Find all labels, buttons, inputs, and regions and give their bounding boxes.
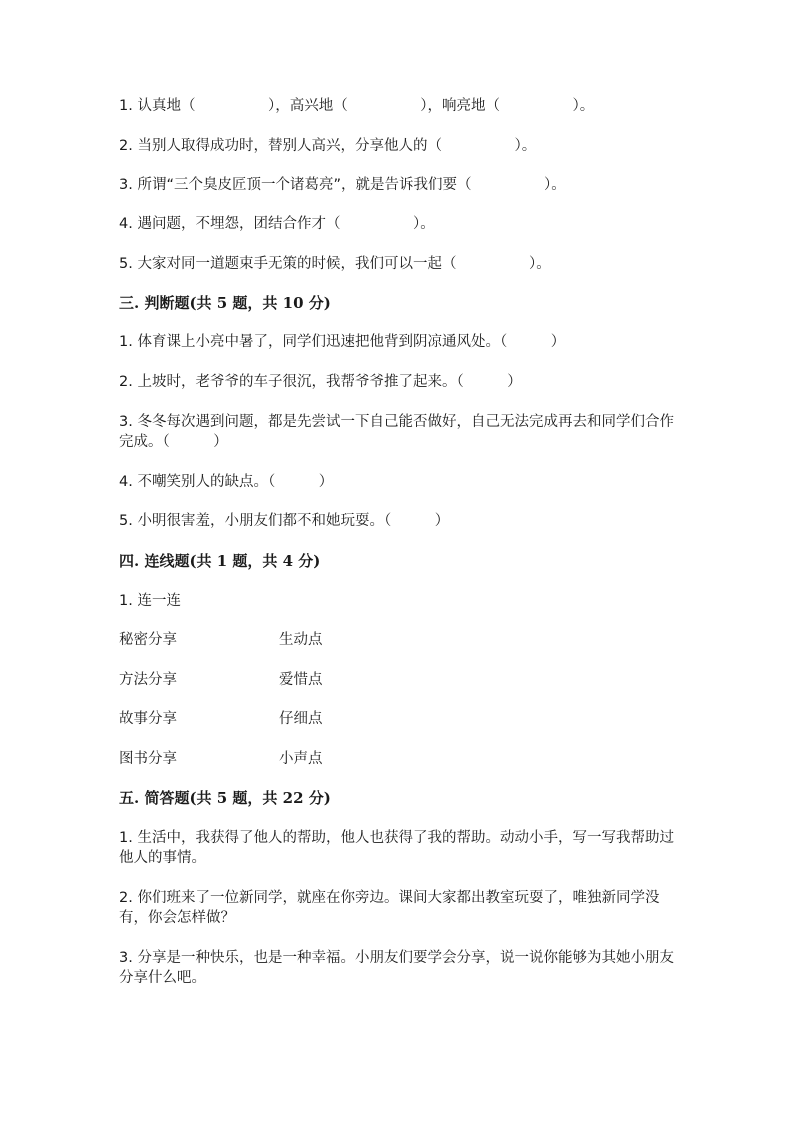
short-answer-question: 2. 你们班来了一位新同学，就座在你旁边。课间大家都出教室玩耍了，唯独新同学没有，你会怎样做？ <box>119 890 660 926</box>
section-title-judgment: 三. 判断题(共 5 题，共 10 分) <box>119 294 331 312</box>
matching-left-item: 秘密分享 <box>119 632 177 648</box>
matching-question: 1. 连一连 <box>119 593 181 609</box>
matching-left-item: 故事分享 <box>119 711 177 727</box>
short-answer-question: 1. 生活中，我获得了他人的帮助，他人也获得了我的帮助。动动小手，写一写我帮助过他人的事情。 <box>119 830 674 866</box>
matching-left-item: 图书分享 <box>119 751 177 767</box>
fill-in-question: 2. 当别人取得成功时，替别人高兴，分享他人的（ ）。 <box>119 138 537 154</box>
short-answer-question: 3. 分享是一种快乐，也是一种幸福。小朋友们要学会分享，说一说你能够为其她小朋友分享什么吧。 <box>119 950 674 986</box>
matching-right-item: 小声点 <box>279 751 323 767</box>
matching-right-item: 仔细点 <box>279 711 323 727</box>
judgment-question: 2. 上坡时，老爷爷的车子很沉，我帮爷爷推了起来。（ ） <box>119 374 522 390</box>
judgment-question: 3. 冬冬每次遇到问题，都是先尝试一下自己能否做好，自己无法完成再去和同学们合作完成。（ ） <box>119 414 674 450</box>
fill-in-question: 3. 所谓“三个臭皮匠顶一个诸葛亮”，就是告诉我们要（ ）。 <box>119 177 566 193</box>
matching-left-item: 方法分享 <box>119 672 177 688</box>
fill-in-question: 4. 遇问题，不埋怨，团结合作才（ ）。 <box>119 216 435 232</box>
section-title-matching: 四. 连线题(共 1 题，共 4 分) <box>119 552 321 570</box>
judgment-question: 4. 不嘲笑别人的缺点。（ ） <box>119 474 334 490</box>
matching-right-item: 爱惜点 <box>279 672 323 688</box>
judgment-question: 1. 体育课上小亮中暑了，同学们迅速把他背到阴凉通风处。（ ） <box>119 334 566 350</box>
fill-in-question: 5. 大家对同一道题束手无策的时候，我们可以一起（ ）。 <box>119 256 551 272</box>
judgment-question: 5. 小明很害羞，小朋友们都不和她玩耍。（ ） <box>119 513 450 529</box>
section-title-short-answer: 五. 简答题(共 5 题，共 22 分) <box>119 789 331 807</box>
matching-right-item: 生动点 <box>279 632 323 648</box>
fill-in-question: 1. 认真地（ ），高兴地（ ），响亮地（ ）。 <box>119 98 595 114</box>
